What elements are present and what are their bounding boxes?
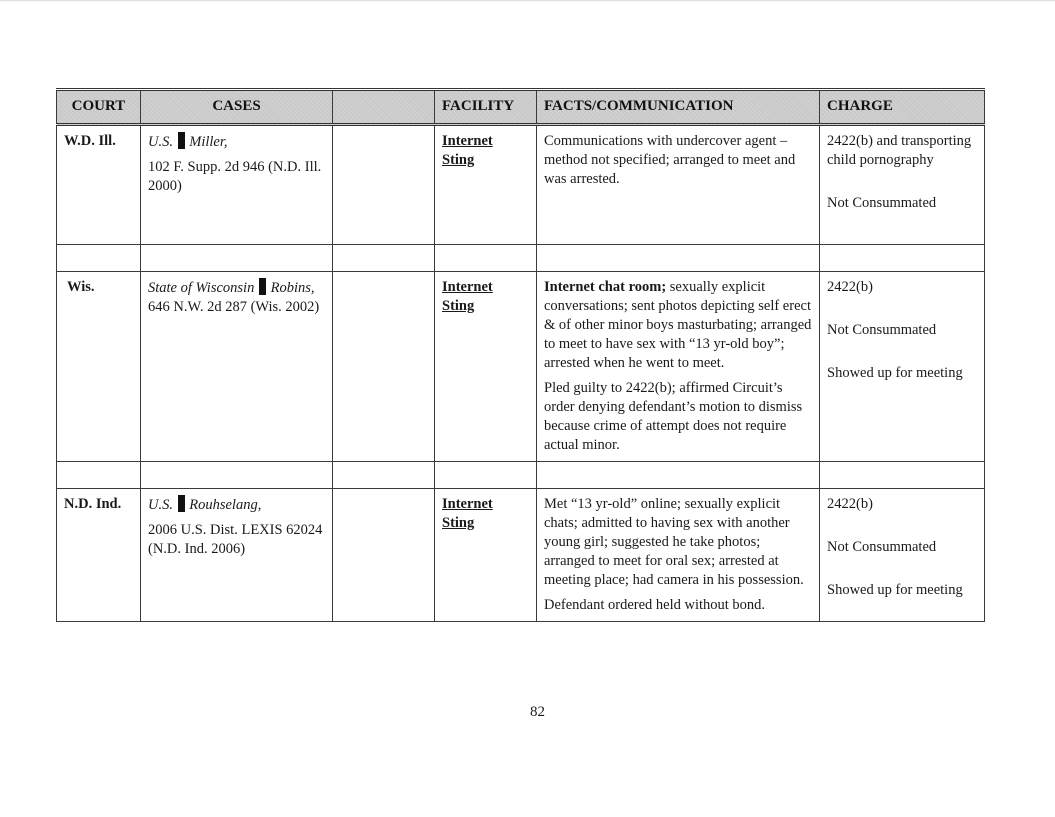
court-cell: N.D. Ind. bbox=[57, 489, 141, 622]
header-charge: CHARGE bbox=[820, 90, 985, 125]
charge-statute: 2422(b) bbox=[827, 279, 873, 295]
facility-line-1: Internet bbox=[442, 133, 493, 149]
case-party-b: Miller, bbox=[189, 134, 228, 150]
case-party-a: State of Wisconsin bbox=[148, 280, 255, 296]
spacer-row bbox=[57, 462, 985, 489]
facts-bold: Internet chat room; bbox=[544, 279, 667, 295]
facility-line-1: Internet bbox=[442, 279, 493, 295]
charge-note: Showed up for meeting bbox=[827, 582, 963, 598]
facts-outcome: Pled guilty to 2422(b); affirmed Circuit’s order denying defendant’s motion to dismiss because crime of attempt does not require actual minor. bbox=[544, 380, 803, 453]
facts-text: Met “13 yr-old” online; sexually explicit chats; admitted to having sex with another young girl; suggested he take photos; arranged to meet for oral sex; arrested at meeting place; had camera in his possession. bbox=[544, 496, 804, 588]
facility-line-2: Sting bbox=[442, 152, 475, 168]
charge-statute: 2422(b) bbox=[827, 496, 873, 512]
case-citation-inline: 646 N.W. 2d 287 bbox=[148, 299, 247, 315]
header-facts: FACTS/COMMUNICATION bbox=[537, 90, 820, 125]
spacer-row bbox=[57, 245, 985, 272]
court-cell: Wis. bbox=[57, 272, 141, 462]
facility-line-2: Sting bbox=[442, 515, 475, 531]
blank-cell bbox=[333, 272, 435, 462]
redaction-mark bbox=[178, 132, 185, 149]
page-number: 82 bbox=[530, 704, 545, 720]
case-citation: 102 F. Supp. 2d 946 (N.D. Ill. 2000) bbox=[148, 159, 322, 194]
blank-cell bbox=[333, 125, 435, 245]
facility-cell bbox=[435, 272, 537, 462]
scan-edge bbox=[0, 0, 1055, 2]
charge-status: Not Consummated bbox=[827, 539, 937, 555]
header-row bbox=[57, 90, 985, 125]
case-cell bbox=[141, 489, 333, 622]
court-cell: W.D. Ill. bbox=[57, 125, 141, 245]
facts-cell bbox=[537, 489, 820, 622]
facility-cell bbox=[435, 489, 537, 622]
table-row bbox=[57, 125, 985, 245]
charge-cell bbox=[820, 489, 985, 622]
header-blank bbox=[333, 90, 435, 125]
facts-text: Communications with undercover agent – method not specified; arranged to meet and was arrested. bbox=[544, 133, 796, 187]
charge-statute: 2422(b) and transporting child pornography bbox=[827, 133, 972, 168]
case-party-a: U.S. bbox=[148, 497, 173, 513]
table-row bbox=[57, 489, 985, 622]
facts-outcome: Defendant ordered held without bond. bbox=[544, 597, 766, 613]
facts-cell bbox=[537, 125, 820, 245]
facts-text: sexually explicit conversations; sent photos depicting self erect & of other minor boys masturbating; arranged to meet to have sex with “13 yr-old boy”; arrested when he went to meet. bbox=[544, 279, 812, 371]
redaction-mark bbox=[178, 495, 185, 512]
charge-status: Not Consummated bbox=[827, 195, 937, 211]
case-party-a: U.S. bbox=[148, 134, 173, 150]
header-facility: FACILITY bbox=[435, 90, 537, 125]
table-row bbox=[57, 272, 985, 462]
header-cases: CASES bbox=[141, 90, 333, 125]
redaction-mark bbox=[259, 278, 266, 295]
case-citation: 2006 U.S. Dist. LEXIS 62024 (N.D. Ind. 2006) bbox=[148, 522, 323, 557]
charge-note: Showed up for meeting bbox=[827, 365, 963, 381]
facility-line-1: Internet bbox=[442, 496, 493, 512]
case-cell bbox=[141, 125, 333, 245]
blank-cell bbox=[333, 489, 435, 622]
facts-cell bbox=[537, 272, 820, 462]
case-party-b: Rouhselang, bbox=[189, 497, 262, 513]
case-table bbox=[56, 88, 985, 622]
case-cell bbox=[141, 272, 333, 462]
charge-cell bbox=[820, 125, 985, 245]
header-court: COURT bbox=[57, 90, 141, 125]
case-party-b: Robins, bbox=[270, 280, 315, 296]
charge-cell bbox=[820, 272, 985, 462]
facility-line-2: Sting bbox=[442, 298, 475, 314]
case-citation: (Wis. 2002) bbox=[250, 299, 320, 315]
charge-status: Not Consummated bbox=[827, 322, 937, 338]
facility-cell bbox=[435, 125, 537, 245]
